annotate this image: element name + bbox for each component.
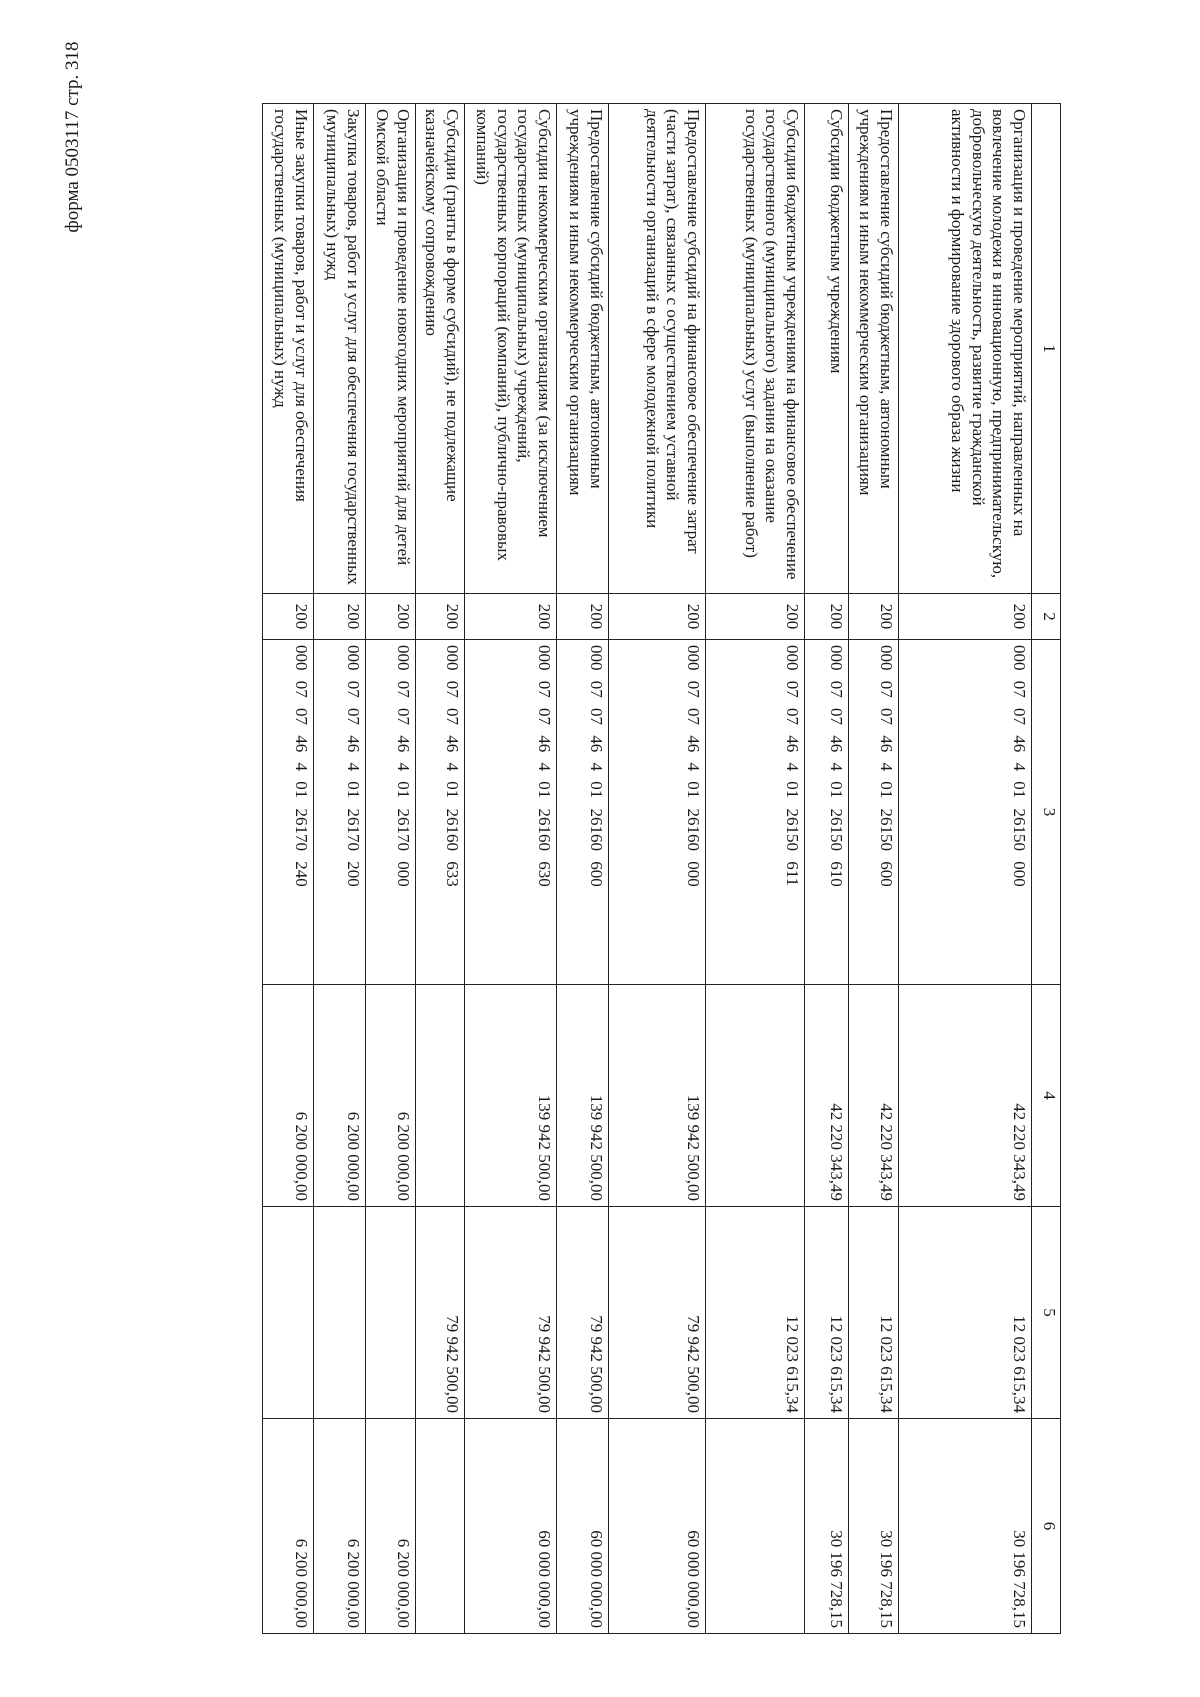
table-row — [263, 104, 314, 1634]
row-description: Организация и проведение мероприятий, направленных на вовлечение молодежи в инновационную, предпринимательскую, добровольческую деятельность, развитие гражданской активности и формирование здорового образа жизни — [899, 104, 1032, 594]
row-approved-amount — [706, 985, 805, 1207]
table-row — [706, 104, 805, 1634]
row-line-code: 200 — [609, 594, 706, 640]
column-header: 3 — [1032, 640, 1061, 985]
row-executed-amount — [263, 1207, 314, 1419]
row-unexecuted-amount — [706, 1419, 805, 1634]
row-approved-amount: 139 942 500,00 — [557, 985, 609, 1207]
row-executed-amount: 79 942 500,00 — [465, 1207, 557, 1419]
row-unexecuted-amount: 60 000 000,00 — [609, 1419, 706, 1634]
row-line-code: 200 — [465, 594, 557, 640]
row-description: Предоставление субсидий бюджетным, автономным учреждениям и иным некоммерческим организациям — [557, 104, 609, 594]
table-row — [849, 104, 899, 1634]
row-unexecuted-amount: 60 000 000,00 — [465, 1419, 557, 1634]
row-executed-amount: 79 942 500,00 — [557, 1207, 609, 1419]
row-budget-code: 000 07 07 46 4 01 26160 600 — [557, 640, 609, 985]
row-executed-amount: 79 942 500,00 — [416, 1207, 465, 1419]
table-row — [557, 104, 609, 1634]
row-description: Организация и проведение новогодних мероприятий для детей Омской области — [366, 104, 416, 594]
row-description: Субсидии некоммерческим организациям (за исключением государственных (муниципальных) учреждений, государственных корпораций (компаний), публично-правовых компаний) — [465, 104, 557, 594]
table-row — [805, 104, 849, 1634]
row-line-code: 200 — [314, 594, 366, 640]
row-line-code: 200 — [263, 594, 314, 640]
row-executed-amount: 12 023 615,34 — [805, 1207, 849, 1419]
column-header: 5 — [1032, 1207, 1061, 1419]
table-row — [416, 104, 465, 1634]
row-approved-amount: 6 200 000,00 — [366, 985, 416, 1207]
column-header: 4 — [1032, 985, 1061, 1207]
form-label — [58, 22, 88, 252]
row-unexecuted-amount: 30 196 728,15 — [899, 1419, 1032, 1634]
column-header: 6 — [1032, 1419, 1061, 1634]
row-executed-amount: 79 942 500,00 — [609, 1207, 706, 1419]
row-description: Субсидии (гранты в форме субсидий), не подлежащие казначейскому сопровождению — [416, 104, 465, 594]
row-budget-code: 000 07 07 46 4 01 26170 000 — [366, 640, 416, 985]
row-line-code: 200 — [416, 594, 465, 640]
table-row — [609, 104, 706, 1634]
row-unexecuted-amount: 6 200 000,00 — [314, 1419, 366, 1634]
row-line-code: 200 — [849, 594, 899, 640]
row-executed-amount — [314, 1207, 366, 1419]
row-approved-amount: 139 942 500,00 — [609, 985, 706, 1207]
row-line-code: 200 — [706, 594, 805, 640]
table-row — [366, 104, 416, 1634]
row-executed-amount: 12 023 615,34 — [706, 1207, 805, 1419]
row-budget-code: 000 07 07 46 4 01 26160 630 — [465, 640, 557, 985]
row-approved-amount: 42 220 343,49 — [899, 985, 1032, 1207]
row-line-code: 200 — [557, 594, 609, 640]
row-executed-amount: 12 023 615,34 — [849, 1207, 899, 1419]
row-executed-amount: 12 023 615,34 — [899, 1207, 1032, 1419]
row-unexecuted-amount: 6 200 000,00 — [366, 1419, 416, 1634]
budget-execution-table — [262, 103, 1061, 1634]
row-budget-code: 000 07 07 46 4 01 26170 240 — [263, 640, 314, 985]
row-line-code: 200 — [899, 594, 1032, 640]
row-budget-code: 000 07 07 46 4 01 26160 000 — [609, 640, 706, 985]
row-approved-amount: 42 220 343,49 — [849, 985, 899, 1207]
row-approved-amount: 42 220 343,49 — [805, 985, 849, 1207]
row-description: Предоставление субсидий на финансовое обеспечение затрат (части затрат), связанных с осуществлением уставной деятельности организаций в сфере молодежной политики — [609, 104, 706, 594]
column-header: 2 — [1032, 594, 1061, 640]
rotated-table-container — [141, 103, 1061, 1633]
row-line-code: 200 — [805, 594, 849, 640]
row-unexecuted-amount: 60 000 000,00 — [557, 1419, 609, 1634]
row-approved-amount: 6 200 000,00 — [263, 985, 314, 1207]
row-unexecuted-amount: 6 200 000,00 — [263, 1419, 314, 1634]
row-budget-code: 000 07 07 46 4 01 26170 200 — [314, 640, 366, 985]
column-header: 1 — [1032, 104, 1061, 594]
row-approved-amount: 6 200 000,00 — [314, 985, 366, 1207]
row-budget-code: 000 07 07 46 4 01 26150 610 — [805, 640, 849, 985]
form-label-text: форма 0503117 стр. 318 — [62, 41, 83, 233]
row-budget-code: 000 07 07 46 4 01 26150 611 — [706, 640, 805, 985]
row-line-code: 200 — [366, 594, 416, 640]
table-row — [465, 104, 557, 1634]
row-description: Субсидии бюджетным учреждениям на финансовое обеспечение государственного (муниципального) задания на оказание государственных (муниципальных) услуг (выполнение работ) — [706, 104, 805, 594]
row-executed-amount — [366, 1207, 416, 1419]
table-row — [899, 104, 1032, 1634]
row-approved-amount — [416, 985, 465, 1207]
row-description: Закупка товаров, работ и услуг для обеспечения государственных (муниципальных) нужд — [314, 104, 366, 594]
row-budget-code: 000 07 07 46 4 01 26150 600 — [849, 640, 899, 985]
row-unexecuted-amount — [416, 1419, 465, 1634]
row-unexecuted-amount: 30 196 728,15 — [849, 1419, 899, 1634]
row-budget-code: 000 07 07 46 4 01 26160 633 — [416, 640, 465, 985]
row-budget-code: 000 07 07 46 4 01 26150 000 — [899, 640, 1032, 985]
row-approved-amount: 139 942 500,00 — [465, 985, 557, 1207]
table-row — [314, 104, 366, 1634]
row-description: Предоставление субсидий бюджетным, автономным учреждениям и иным некоммерческим организациям — [849, 104, 899, 594]
row-description: Иные закупки товаров, работ и услуг для обеспечения государственных (муниципальных) нужд — [263, 104, 314, 594]
row-description: Субсидии бюджетным учреждениям — [805, 104, 849, 594]
table-header-row — [1032, 104, 1061, 1634]
row-unexecuted-amount: 30 196 728,15 — [805, 1419, 849, 1634]
